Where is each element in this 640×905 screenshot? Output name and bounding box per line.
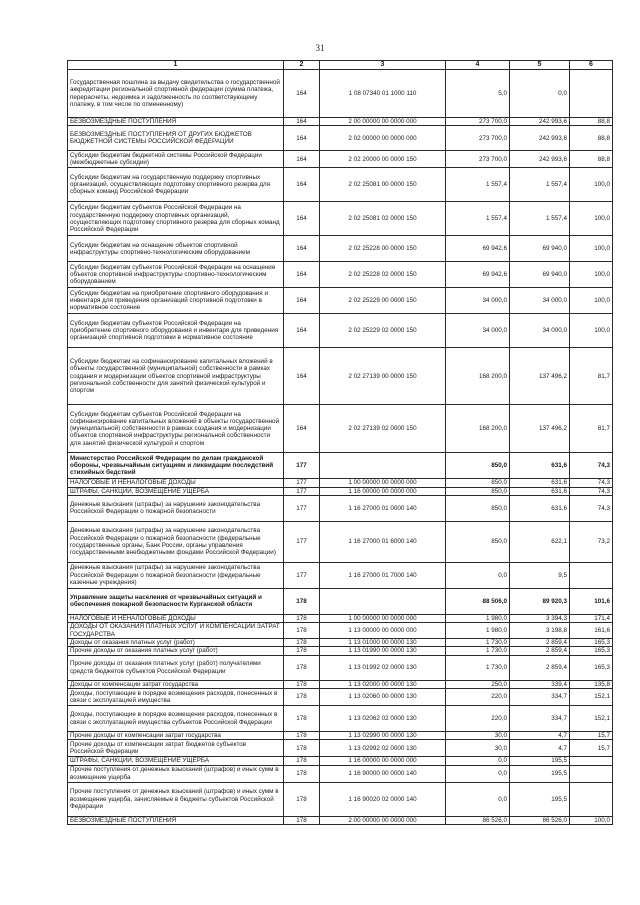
row-budget-code-cell: 2 02 25081 00 0000 150 <box>320 168 446 202</box>
row-budget-code-cell: 1 13 02062 02 0000 130 <box>320 706 446 732</box>
row-admin-code-cell: 178 <box>284 655 320 680</box>
row-percent-cell: 100,0 <box>570 202 613 236</box>
row-percent-cell: 73,2 <box>570 521 613 562</box>
row-name-cell: Денежные взыскания (штрафы) за нарушение законодательства Российской Федерации о пожарной безопасности <box>68 495 284 521</box>
row-name-cell: БЕЗВОЗМЕЗДНЫЕ ПОСТУПЛЕНИЯ <box>68 816 284 824</box>
row-actual-cell: 242 993,6 <box>510 151 570 168</box>
row-actual-cell: 34 000,0 <box>510 288 570 314</box>
row-actual-cell: 3 394,3 <box>510 614 570 622</box>
row-plan-cell: 69 942,6 <box>446 262 510 288</box>
row-actual-cell: 4,7 <box>510 732 570 740</box>
table-row <box>68 623 613 639</box>
row-budget-code-cell: 1 13 02060 00 0000 130 <box>320 689 446 706</box>
row-percent-cell: 88,8 <box>570 126 613 151</box>
row-name-cell: Доходы от оказания платных услуг (работ) <box>68 639 284 647</box>
row-plan-cell: 220,0 <box>446 689 510 706</box>
row-budget-code-cell: 1 16 90000 00 0000 140 <box>320 765 446 782</box>
row-budget-code-cell: 2 02 27139 02 0000 150 <box>320 405 446 453</box>
row-admin-code-cell: 177 <box>284 495 320 521</box>
row-actual-cell: 631,6 <box>510 479 570 487</box>
row-budget-code-cell: 1 16 00000 00 0000 000 <box>320 487 446 495</box>
row-budget-code-cell: 1 00 00000 00 0000 000 <box>320 479 446 487</box>
row-actual-cell: 137 496,2 <box>510 348 570 405</box>
row-plan-cell: 0,0 <box>446 757 510 765</box>
row-plan-cell: 273 700,0 <box>446 126 510 151</box>
row-admin-code-cell: 178 <box>284 765 320 782</box>
row-budget-code-cell: 2 00 00000 00 0000 000 <box>320 118 446 126</box>
row-actual-cell: 195,5 <box>510 757 570 765</box>
row-budget-code-cell: 1 00 00000 00 0000 000 <box>320 614 446 622</box>
row-budget-code-cell: 2 02 25229 00 0000 150 <box>320 288 446 314</box>
row-actual-cell: 242 993,6 <box>510 126 570 151</box>
row-name-cell: НАЛОГОВЫЕ И НЕНАЛОГОВЫЕ ДОХОДЫ <box>68 479 284 487</box>
row-admin-code-cell: 164 <box>284 405 320 453</box>
row-budget-code-cell: 2 02 00000 00 0000 000 <box>320 126 446 151</box>
row-admin-code-cell: 164 <box>284 348 320 405</box>
row-admin-code-cell: 177 <box>284 479 320 487</box>
row-percent-cell: 135,8 <box>570 680 613 688</box>
row-plan-cell: 273 700,0 <box>446 118 510 126</box>
row-plan-cell: 850,0 <box>446 495 510 521</box>
row-percent-cell: 81,7 <box>570 348 613 405</box>
row-admin-code-cell: 164 <box>284 202 320 236</box>
row-plan-cell: 1 730,0 <box>446 647 510 655</box>
header-col-6: 6 <box>570 61 613 70</box>
table-body <box>68 70 613 825</box>
row-percent-cell: 100,0 <box>570 262 613 288</box>
row-percent-cell <box>570 782 613 816</box>
row-admin-code-cell: 178 <box>284 706 320 732</box>
row-actual-cell: 631,6 <box>510 487 570 495</box>
row-admin-code-cell: 164 <box>284 314 320 348</box>
row-percent-cell: 165,3 <box>570 639 613 647</box>
row-budget-code-cell: 1 16 27000 01 0000 140 <box>320 495 446 521</box>
row-admin-code-cell: 164 <box>284 288 320 314</box>
row-admin-code-cell: 177 <box>284 453 320 479</box>
row-actual-cell: 89 920,3 <box>510 588 570 614</box>
row-name-cell: Доходы от компенсации затрат государства <box>68 680 284 688</box>
row-percent-cell: 15,7 <box>570 740 613 757</box>
row-budget-code-cell: 1 16 27000 01 7000 140 <box>320 562 446 588</box>
row-budget-code-cell: 2 02 25229 02 0000 150 <box>320 314 446 348</box>
row-admin-code-cell: 178 <box>284 647 320 655</box>
row-budget-code-cell <box>320 588 446 614</box>
row-admin-code-cell: 178 <box>284 782 320 816</box>
row-percent-cell: 100,0 <box>570 168 613 202</box>
row-name-cell: Субсидии бюджетам субъектов Российской Федерации на государственную поддержку спортивных организаций, осуществляющих подготовку спортивного резерва для сборных команд Российской Федерации <box>68 202 284 236</box>
row-actual-cell: 1 557,4 <box>510 202 570 236</box>
revenue-table <box>67 60 613 825</box>
row-admin-code-cell: 177 <box>284 487 320 495</box>
row-percent-cell: 74,3 <box>570 479 613 487</box>
row-percent-cell: 81,7 <box>570 405 613 453</box>
row-percent-cell <box>570 70 613 118</box>
row-admin-code-cell: 178 <box>284 757 320 765</box>
row-plan-cell: 850,0 <box>446 521 510 562</box>
table-row <box>68 765 613 782</box>
table-row <box>68 118 613 126</box>
row-budget-code-cell: 1 13 02990 00 0000 130 <box>320 732 446 740</box>
row-actual-cell: 137 496,2 <box>510 405 570 453</box>
row-plan-cell: 250,0 <box>446 680 510 688</box>
row-percent-cell: 101,6 <box>570 588 613 614</box>
row-plan-cell: 5,0 <box>446 70 510 118</box>
row-percent-cell: 100,0 <box>570 288 613 314</box>
row-budget-code-cell: 1 16 00000 00 0000 000 <box>320 757 446 765</box>
row-actual-cell: 86 526,0 <box>510 816 570 824</box>
row-plan-cell: 0,0 <box>446 562 510 588</box>
header-col-2: 2 <box>284 61 320 70</box>
row-percent-cell: 88,8 <box>570 118 613 126</box>
row-percent-cell: 152,1 <box>570 689 613 706</box>
row-name-cell: ДОХОДЫ ОТ ОКАЗАНИЯ ПЛАТНЫХ УСЛУГ И КОМПЕНСАЦИИ ЗАТРАТ ГОСУДАРСТВА <box>68 623 284 639</box>
row-budget-code-cell: 1 13 01990 00 0000 130 <box>320 647 446 655</box>
row-percent-cell <box>570 757 613 765</box>
row-plan-cell: 88 506,0 <box>446 588 510 614</box>
row-admin-code-cell: 178 <box>284 689 320 706</box>
row-actual-cell: 69 940,0 <box>510 236 570 262</box>
row-actual-cell: 334,7 <box>510 689 570 706</box>
row-percent-cell: 161,6 <box>570 623 613 639</box>
row-percent-cell: 15,7 <box>570 732 613 740</box>
row-admin-code-cell: 164 <box>284 151 320 168</box>
row-name-cell: Прочие поступления от денежных взысканий (штрафов) и иных сумм в возмещение ущерба <box>68 765 284 782</box>
row-plan-cell: 30,0 <box>446 740 510 757</box>
row-plan-cell: 1 980,0 <box>446 623 510 639</box>
table-row <box>68 647 613 655</box>
row-actual-cell: 622,1 <box>510 521 570 562</box>
row-name-cell: Прочие доходы от компенсации затрат бюджетов субъектов Российской Федерации <box>68 740 284 757</box>
page-number: 31 <box>315 43 325 53</box>
row-admin-code-cell: 178 <box>284 623 320 639</box>
row-name-cell: Субсидии бюджетам на государственную поддержку спортивных организаций, осуществляющих подготовку спортивного резерва для сборных команд Российской Федерации <box>68 168 284 202</box>
row-actual-cell: 2 859,4 <box>510 647 570 655</box>
header-col-4: 4 <box>446 61 510 70</box>
row-plan-cell: 220,0 <box>446 706 510 732</box>
row-plan-cell: 34 000,0 <box>446 288 510 314</box>
row-admin-code-cell: 164 <box>284 126 320 151</box>
row-percent-cell: 152,1 <box>570 706 613 732</box>
row-plan-cell: 273 700,0 <box>446 151 510 168</box>
table-row <box>68 453 613 479</box>
row-actual-cell: 631,6 <box>510 453 570 479</box>
row-percent-cell: 100,0 <box>570 816 613 824</box>
row-budget-code-cell: 2 02 20000 00 0000 150 <box>320 151 446 168</box>
row-actual-cell: 9,5 <box>510 562 570 588</box>
table-row <box>68 479 613 487</box>
table-row <box>68 562 613 588</box>
row-name-cell: Денежные взыскания (штрафы) за нарушение законодательства Российской Федерации о пожарной безопасности (федеральные казенные учреждения) <box>68 562 284 588</box>
row-name-cell: Субсидии бюджетам субъектов Российской Федерации на оснащение объектов спортивной инфраструктуры спортивно-технологическим оборудованием <box>68 262 284 288</box>
row-name-cell: Управление защиты населения от чрезвычайных ситуаций и обеспечения пожарной безопасности Курганской области <box>68 588 284 614</box>
row-name-cell: Доходы, поступающие в порядке возмещения расходов, понесенных в связи с эксплуатацией имущества субъектов Российской Федерации <box>68 706 284 732</box>
row-actual-cell: 195,5 <box>510 782 570 816</box>
row-admin-code-cell: 178 <box>284 614 320 622</box>
row-name-cell: БЕЗВОЗМЕЗДНЫЕ ПОСТУПЛЕНИЯ ОТ ДРУГИХ БЮДЖЕТОВ БЮДЖЕТНОЙ СИСТЕМЫ РОССИЙСКОЙ ФЕДЕРАЦИИ <box>68 126 284 151</box>
row-plan-cell: 86 526,0 <box>446 816 510 824</box>
row-name-cell: ШТРАФЫ, САНКЦИИ, ВОЗМЕЩЕНИЕ УЩЕРБА <box>68 487 284 495</box>
row-plan-cell: 1 730,0 <box>446 639 510 647</box>
table-row <box>68 680 613 688</box>
row-percent-cell: 74,3 <box>570 495 613 521</box>
row-actual-cell: 2 859,4 <box>510 655 570 680</box>
row-budget-code-cell: 1 16 90020 02 0000 140 <box>320 782 446 816</box>
row-name-cell: Доходы, поступающие в порядке возмещения расходов, понесенных в связи с эксплуатацией имущества <box>68 689 284 706</box>
row-admin-code-cell: 178 <box>284 816 320 824</box>
header-col-5: 5 <box>510 61 570 70</box>
row-actual-cell: 69 940,0 <box>510 262 570 288</box>
row-actual-cell: 334,7 <box>510 706 570 732</box>
table-row <box>68 639 613 647</box>
row-plan-cell: 850,0 <box>446 479 510 487</box>
row-percent-cell: 74,3 <box>570 453 613 479</box>
table-row <box>68 262 613 288</box>
row-budget-code-cell: 1 13 01992 02 0000 130 <box>320 655 446 680</box>
row-name-cell: БЕЗВОЗМЕЗДНЫЕ ПОСТУПЛЕНИЯ <box>68 118 284 126</box>
row-actual-cell: 3 198,8 <box>510 623 570 639</box>
row-plan-cell: 1 557,4 <box>446 202 510 236</box>
row-admin-code-cell: 164 <box>284 168 320 202</box>
row-budget-code-cell: 1 13 02000 00 0000 130 <box>320 680 446 688</box>
row-budget-code-cell: 1 08 07340 01 1000 110 <box>320 70 446 118</box>
row-budget-code-cell: 1 13 00000 00 0000 000 <box>320 623 446 639</box>
table-row <box>68 521 613 562</box>
row-actual-cell: 242 993,6 <box>510 118 570 126</box>
row-budget-code-cell: 1 13 02992 02 0000 130 <box>320 740 446 757</box>
table-row <box>68 706 613 732</box>
row-percent-cell: 171,4 <box>570 614 613 622</box>
row-actual-cell: 1 557,4 <box>510 168 570 202</box>
table-row <box>68 495 613 521</box>
row-admin-code-cell: 164 <box>284 118 320 126</box>
row-plan-cell: 0,0 <box>446 765 510 782</box>
table-row <box>68 202 613 236</box>
table-row <box>68 314 613 348</box>
row-name-cell: Прочие доходы от оказания платных услуг (работ) получателями средств бюджетов субъектов Российской Федерации <box>68 655 284 680</box>
row-plan-cell: 168 200,0 <box>446 348 510 405</box>
table-row <box>68 689 613 706</box>
row-admin-code-cell: 164 <box>284 236 320 262</box>
row-actual-cell: 339,4 <box>510 680 570 688</box>
row-percent-cell <box>570 765 613 782</box>
row-admin-code-cell: 164 <box>284 70 320 118</box>
row-name-cell: Субсидии бюджетам на приобретение спортивного оборудования и инвентаря для приведения организаций спортивной подготовки в нормативное состояние <box>68 288 284 314</box>
row-admin-code-cell: 178 <box>284 740 320 757</box>
row-admin-code-cell: 177 <box>284 562 320 588</box>
table-row <box>68 236 613 262</box>
row-plan-cell: 69 942,6 <box>446 236 510 262</box>
row-name-cell: Прочие поступления от денежных взысканий (штрафов) и иных сумм в возмещение ущерба, зачисляемые в бюджеты субъектов Российской Федерации <box>68 782 284 816</box>
table-row <box>68 588 613 614</box>
table-row <box>68 740 613 757</box>
table-row <box>68 655 613 680</box>
row-actual-cell: 631,6 <box>510 495 570 521</box>
table-row <box>68 732 613 740</box>
row-name-cell: Субсидии бюджетам субъектов Российской Федерации на приобретение спортивного оборудования и инвентаря для приведения организаций спортивной подготовки в нормативное состояние <box>68 314 284 348</box>
row-name-cell: ШТРАФЫ, САНКЦИИ, ВОЗМЕЩЕНИЕ УЩЕРБА <box>68 757 284 765</box>
table-row <box>68 151 613 168</box>
row-plan-cell: 1 980,0 <box>446 614 510 622</box>
row-actual-cell: 195,5 <box>510 765 570 782</box>
row-budget-code-cell: 1 13 01000 00 0000 130 <box>320 639 446 647</box>
row-name-cell: Субсидии бюджетам на софинансирование капитальных вложений в объекты государственной (муниципальной) собственности в рамках создания и модернизации объектов спортивной инфраструктуры региональной собственности для занятий физической культурой и спортом <box>68 348 284 405</box>
table-row <box>68 816 613 824</box>
row-plan-cell: 850,0 <box>446 453 510 479</box>
row-name-cell: Субсидии бюджетам субъектов Российской Федерации на софинансирование капитальных вложений в объекты государственной (муниципальной) собственности в рамках создания и модернизации объектов спортивной инфраструктуры региональной собственности для занятий физической культурой и спортом <box>68 405 284 453</box>
table-row <box>68 126 613 151</box>
table-row <box>68 288 613 314</box>
row-budget-code-cell: 2 02 25228 00 0000 150 <box>320 236 446 262</box>
row-plan-cell: 30,0 <box>446 732 510 740</box>
row-percent-cell: 165,3 <box>570 647 613 655</box>
row-name-cell: НАЛОГОВЫЕ И НЕНАЛОГОВЫЕ ДОХОДЫ <box>68 614 284 622</box>
table-row <box>68 405 613 453</box>
table-row <box>68 168 613 202</box>
table-row <box>68 757 613 765</box>
row-name-cell: Денежные взыскания (штрафы) за нарушение законодательства Российской Федерации о пожарной безопасности (федеральные государственные органы, Банк России, органы управления государственными внебюджетными фондами Российской Федерации) <box>68 521 284 562</box>
row-plan-cell: 168 200,0 <box>446 405 510 453</box>
row-actual-cell: 0,0 <box>510 70 570 118</box>
row-budget-code-cell: 2 02 25081 02 0000 150 <box>320 202 446 236</box>
header-col-1: 1 <box>68 61 284 70</box>
row-percent-cell <box>570 562 613 588</box>
row-name-cell: Субсидии бюджетам на оснащение объектов спортивной инфраструктуры спортивно-технологическим оборудованием <box>68 236 284 262</box>
header-col-3: 3 <box>320 61 446 70</box>
row-plan-cell: 1 730,0 <box>446 655 510 680</box>
row-admin-code-cell: 178 <box>284 639 320 647</box>
row-name-cell: Субсидии бюджетам бюджетной системы Российской Федерации (межбюджетные субсидии) <box>68 151 284 168</box>
row-name-cell: Прочие доходы от оказания платных услуг (работ) <box>68 647 284 655</box>
table-row <box>68 348 613 405</box>
row-plan-cell: 0,0 <box>446 782 510 816</box>
row-percent-cell: 100,0 <box>570 236 613 262</box>
row-actual-cell: 2 859,4 <box>510 639 570 647</box>
row-budget-code-cell: 1 16 27000 01 6000 140 <box>320 521 446 562</box>
row-percent-cell: 165,3 <box>570 655 613 680</box>
table-row <box>68 70 613 118</box>
row-actual-cell: 34 000,0 <box>510 314 570 348</box>
row-percent-cell: 100,0 <box>570 314 613 348</box>
row-name-cell: Государственная пошлина за выдачу свидетельства о государственной аккредитации региональной спортивной федерации (сумма платежа, перерасчеты, недоимка и задолженность по соответствующему платежу, в том числе по отмененному) <box>68 70 284 118</box>
row-budget-code-cell: 2 02 25228 02 0000 150 <box>320 262 446 288</box>
row-name-cell: Прочие доходы от компенсации затрат государства <box>68 732 284 740</box>
row-actual-cell: 4,7 <box>510 740 570 757</box>
table-row <box>68 782 613 816</box>
row-admin-code-cell: 177 <box>284 521 320 562</box>
row-budget-code-cell: 2 02 27139 00 0000 150 <box>320 348 446 405</box>
row-budget-code-cell: 2 00 00000 00 0000 000 <box>320 816 446 824</box>
table-header-row <box>68 61 613 70</box>
row-admin-code-cell: 178 <box>284 680 320 688</box>
row-budget-code-cell <box>320 453 446 479</box>
row-admin-code-cell: 164 <box>284 262 320 288</box>
row-percent-cell: 88,8 <box>570 151 613 168</box>
row-percent-cell: 74,3 <box>570 487 613 495</box>
row-admin-code-cell: 178 <box>284 588 320 614</box>
row-plan-cell: 1 557,4 <box>446 168 510 202</box>
row-name-cell: Министерство Российской Федерации по делам гражданской обороны, чрезвычайным ситуациям и ликвидации последствий стихийных бедствий <box>68 453 284 479</box>
table-row <box>68 614 613 622</box>
row-plan-cell: 850,0 <box>446 487 510 495</box>
row-admin-code-cell: 178 <box>284 732 320 740</box>
table-row <box>68 487 613 495</box>
row-plan-cell: 34 000,0 <box>446 314 510 348</box>
